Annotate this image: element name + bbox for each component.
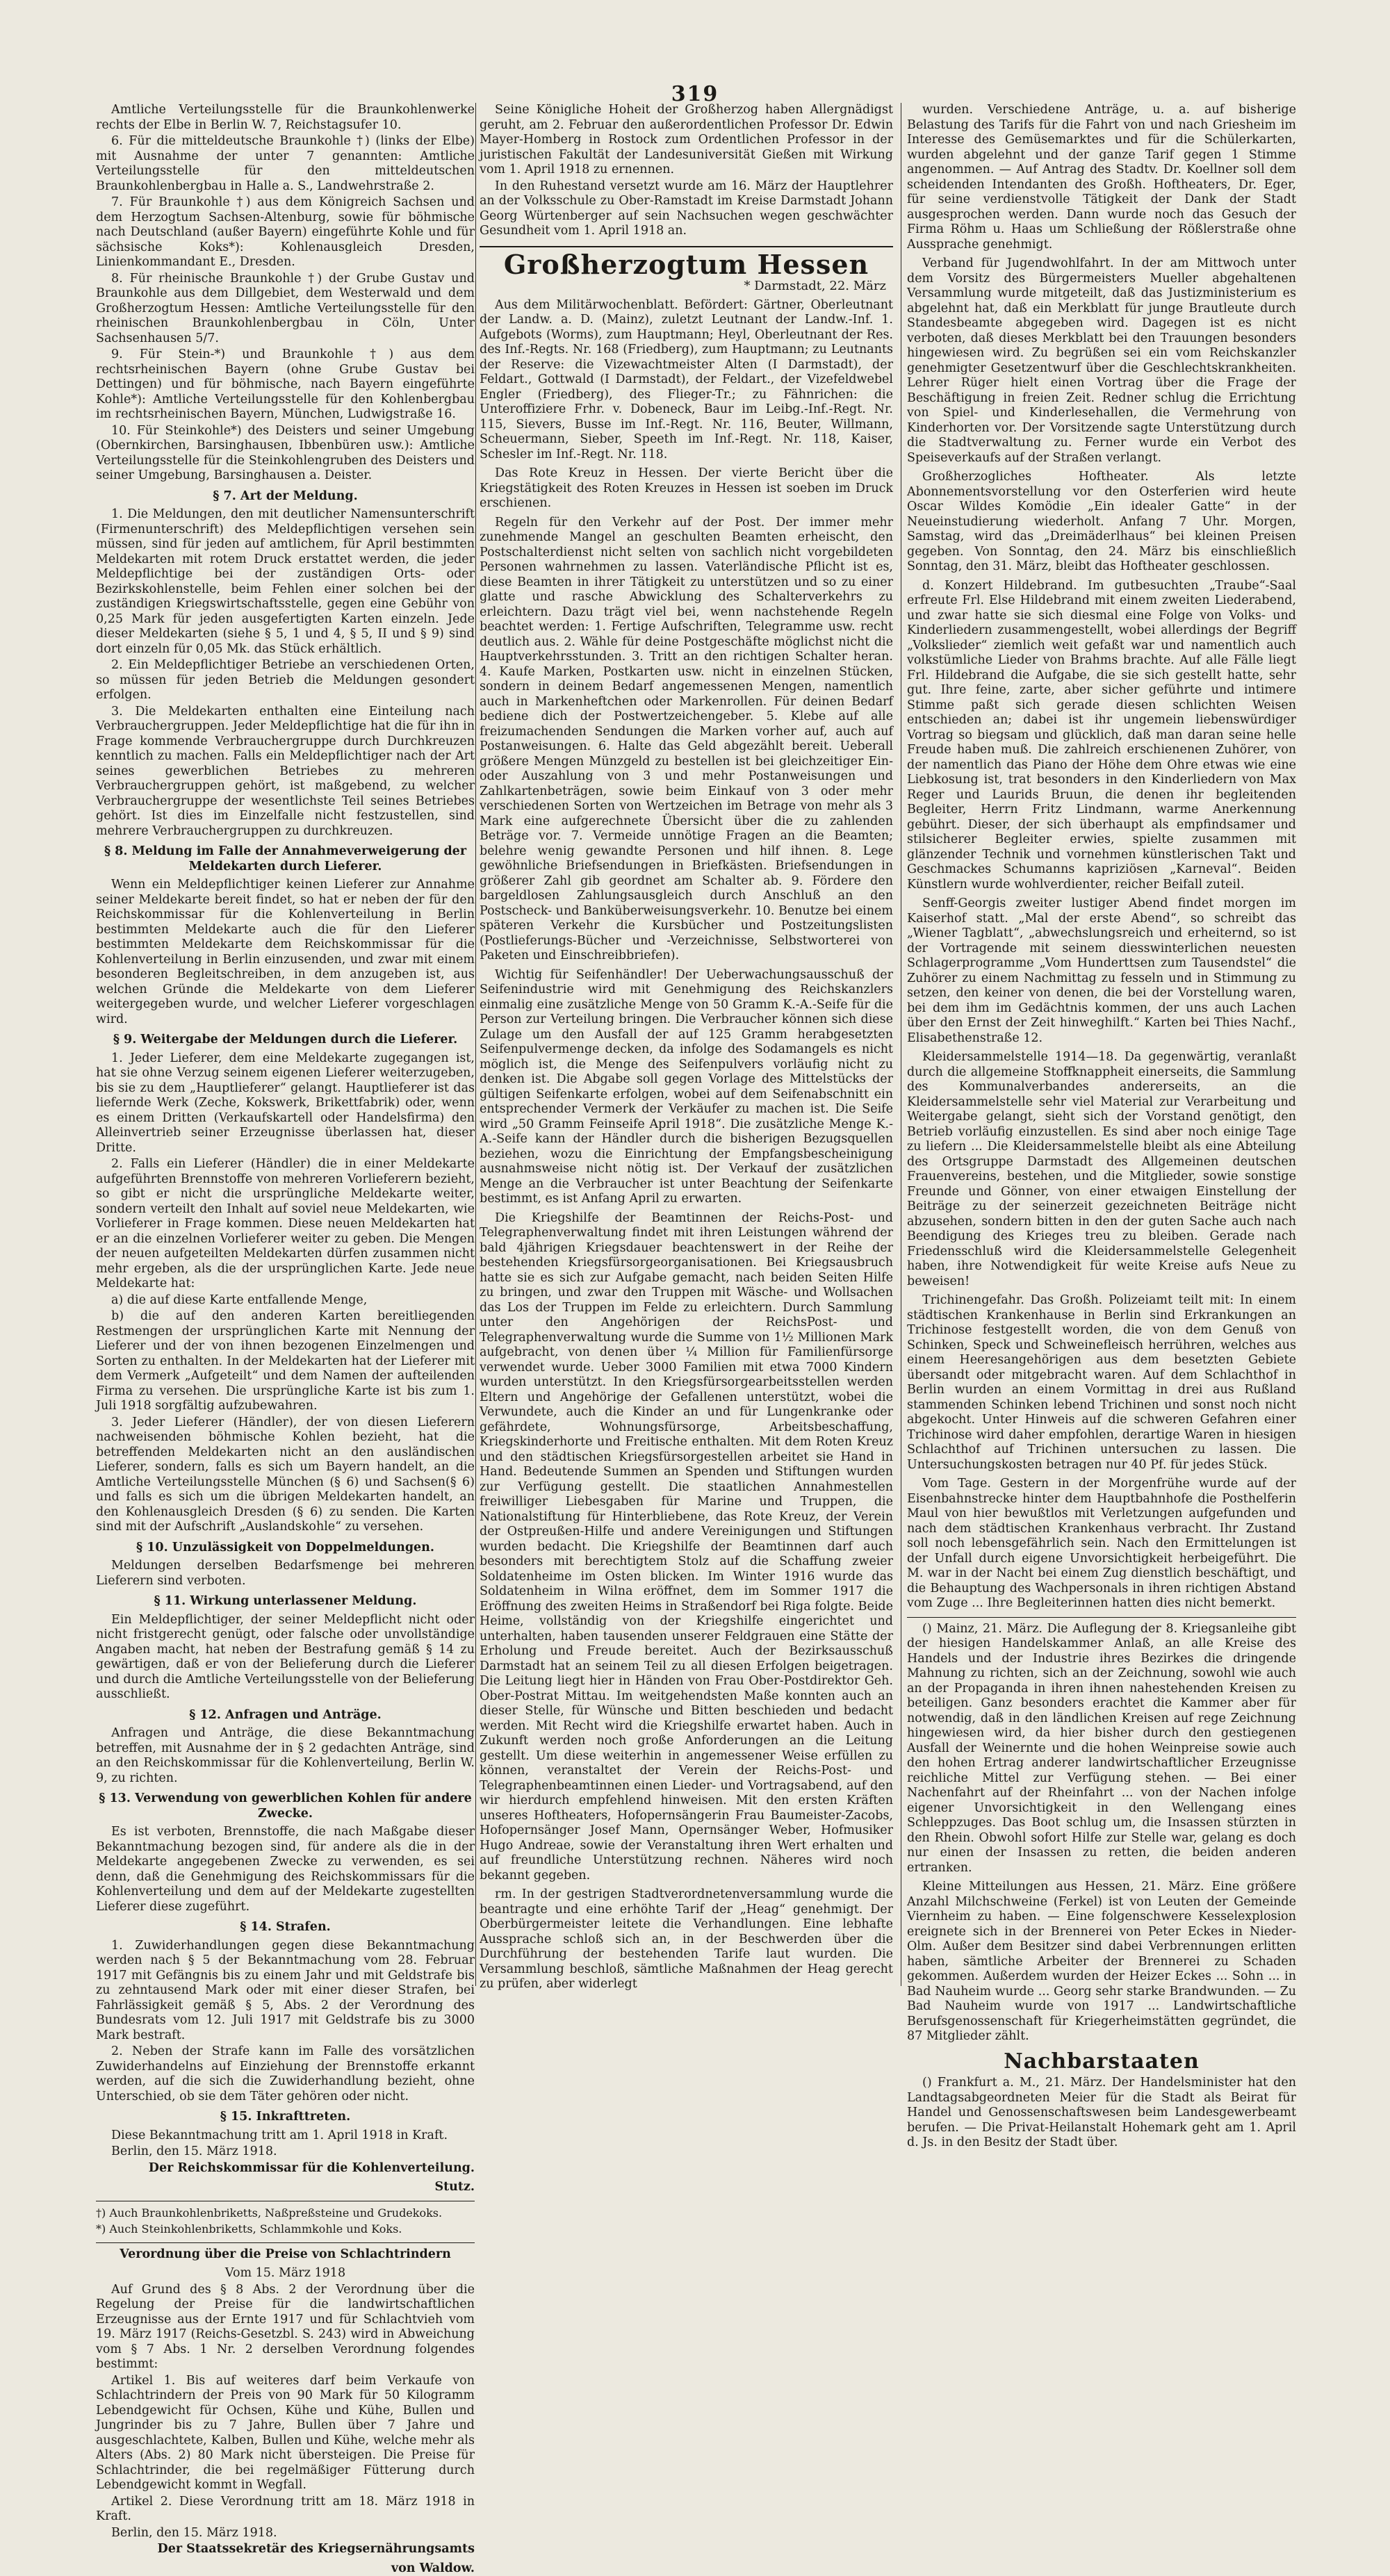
divider xyxy=(480,246,893,247)
column-left xyxy=(96,103,475,1979)
paragraph: Ein Meldepflichtiger, der seiner Meldepflicht nicht oder nicht fristgerecht genügt, oder falsche oder unvollständige Angaben macht, hat neben der Bestrafung gemäß § 14 zu gewärtigen, daß er von der Belieferung durch die Lieferer und durch die Amtliche Verteilungsstelle von der Belieferung ausschließt. xyxy=(96,1613,475,1703)
paragraph: 2. Neben der Strafe kann im Falle des vorsätzlichen Zuwiderhandelns auf Einziehung der Brennstoffe erkannt werden, auf die sich die Zuwiderhandlung bezieht, ohne Unterschied, ob sie dem Täter gehören oder nicht. xyxy=(96,2044,475,2104)
news-item: Wichtig für Seifenhändler! Der Ueberwachungsausschuß der Seifenindustrie wird mit Genehmigung des Reichskanzlers einmalig eine zusätzliche Menge von 50 Gramm K.-A.-Seife für die Person zur Verteilung bringen. Die Verbraucher können sich diese Zulage um den Ausfall der auf 125 Gramm herabgesetzten Seifenpulvermenge decken, da infolge des Sodamangels es nicht möglich ist, die Menge des Seifenpulvers vorläufig nicht zu denken ist. Die Abgabe soll gegen Vorlage des Mittelstücks der gültigen Seifenkarte erfolgen, wobei auf dem Seifenabschnitt ein entsprechender Vermerk der Verkäufer zu machen ist. Die Seife wird „50 Gramm Feinseife April 1918“. Die zusätzliche Menge K.-A.-Seife kann der Händler durch die bisherigen Bezugsquellen beziehen, wozu die Einrichtung der Empfangsbescheinigung ausnahmsweise nicht nötig ist. Der Verkauf der zusätzlichen Menge an die Verbraucher ist unter Beachtung der Seifenkarte bestimmt, es ist Anfang April zu erwarten. xyxy=(480,968,893,1207)
list-continuation: Amtliche Verteilungsstelle für die Braunkohlenwerke rechts der Elbe in Berlin W. 7, Reichstagsufer 10. xyxy=(96,103,475,133)
paragraph: 1. Jeder Lieferer, dem eine Meldekarte zugegangen ist, hat sie ohne Verzug seinem eigenen Lieferer weiterzugeben, bis sie zu dem „Hauptlieferer“ gelangt. Hauptlieferer ist das liefernde Werk (Zeche, Kokswerk, Brikettfabrik) oder, wenn es einem Dritten (Verkaufskartell oder Handelsfirma) den Alleinvertrieb seiner Erzeugnisse überlassen hat, dieser Dritte. xyxy=(96,1051,475,1156)
news-item: () Frankfurt a. M., 21. März. Der Handelsminister hat den Landtagsabgeordneten Meier für die Stadt als Beirat für Handel und Genossenschaftswesen beim Landesgewerbeamt berufen. — Die Privat-Heilanstalt Hohemark geht am 1. April d. Js. in den Besitz der Stadt über. xyxy=(907,2076,1296,2151)
signature-name: Stutz. xyxy=(96,2180,475,2195)
news-item: rm. In der gestrigen Stadtverordnetenversammlung wurde die beantragte und eine erhöhte Tarif der „Heag“ genehmigt. Der Oberbürgermeister leitete die Verhandlungen. Eine lebhafte Aussprache schloß sich an, in der Beschwerden über die Durchführung der bestehenden Tarife laut wurden. Die Versammlung beschloß, sämtliche Maßnahmen der Heag gerecht zu prüfen, aber widerlegt xyxy=(480,1887,893,1992)
section-heading: § 13. Verwendung von gewerblichen Kohlen für andere Zwecke. xyxy=(96,1791,475,1821)
list-item: 9. Für Stein-*) und Braunkohle †) aus dem rechtsrheinischen Bayern (ohne Grube Gustav bei Dettingen) und für böhmische, nach Bayern eingeführte Kohle*): Amtliche Verteilungsstelle für den Kohlenbergbau im rechtsrheinischen Bayern, München, Ludwigstraße 16. xyxy=(96,347,475,423)
signature-org: Der Reichskommissar für die Kohlenverteilung. xyxy=(96,2161,475,2176)
news-item: Trichinengefahr. Das Großh. Polizeiamt teilt mit: In einem städtischen Krankenhause in Berlin sind Erkrankungen an Trichinose festgestellt worden, die von dem Genuß von Schinken, Speck und Schweinefleisch herrühren, welches aus einem Heeresangehörigen aus dem besetzten Gebiete übersandt oder mitgebracht waren. Auf dem Schlachthof in Berlin wurden an einem Vormittag in drei aus Rußland stammenden Schinken lebend Trichinen und sonst noch nicht abgekocht. Unter Hinweis auf die schweren Gefahren einer Trichinose wird daher empfohlen, derartige Waren in hiesigen Schlachthof auf Trichinen untersuchen zu lassen. Die Untersuchungskosten betragen nur 40 Pf. für jedes Stück. xyxy=(907,1293,1296,1472)
section-heading: § 8. Meldung im Falle der Annahmeverweigerung der Meldekarten durch Lieferer. xyxy=(96,844,475,874)
news-item: wurden. Verschiedene Anträge, u. a. auf bisherige Belastung des Tarifs für die Fahrt von und nach Griesheim im Interesse des Gemüsemarktes und für die Schülerkarten, wurden abgelehnt und der ganze Tarif gegen 1 Stimme angenommen. — Auf Antrag des Stadtv. Dr. Koellner soll dem scheidenden Intendanten des Großh. Hoftheaters, Dr. Eger, für seine verdienstvolle Tätigkeit der Dank der Stadt ausgesprochen werden. Dann wurde noch das Gesuch der Firma Röhm u. Haas um Schließung der Rößlerstraße ohne Aussprache genehmigt. xyxy=(907,103,1296,252)
paragraph: Artikel 1. Bis auf weiteres darf beim Verkaufe von Schlachtrindern der Preis von 90 Mark für 50 Kilogramm Lebendgewicht für Ochsen, Kühe und Kühe, Bullen und Jungrinder bis zu 7 Jahre, Bullen über 7 Jahre und ausgeschlachtete, Kalben, Bullen und Kühe, welche mehr als Alters (Abs. 2) 80 Mark nicht übersteigen. Die Preise für Schlachtrinder, die bei regelmäßiger Fütterung durch Lebendgewicht kommt in Wegfall. xyxy=(96,2374,475,2493)
section-heading: § 7. Art der Meldung. xyxy=(96,489,475,504)
news-item: Kleine Mitteilungen aus Hessen, 21. März. Eine größere Anzahl Milchschweine (Ferkel) ist von Leuten der Gemeinde Viernheim zu haben. — Eine folgenschwere Kesselexplosion ereignete sich in der Brennerei von Peter Eckes in Nieder-Olm. Außer dem Besitzer sind dabei Verbrennungen erlitten haben, sämtliche Arbeiter der Brennerei zu Schaden gekommen. Außerdem wurden der Heizer Eckes ... Sohn ... in Bad Nauheim wurde ... Georg sehr starke Brandwunden. — Zu Bad Nauheim wurde von 1917 ... Landwirtschaftliche Berufsgenossenschaft für Kriegerheimstätten gegründet, die 87 Mitglieder zählt. xyxy=(907,1880,1296,2044)
divider xyxy=(907,1617,1296,1618)
section-title: Nachbarstaaten xyxy=(907,2054,1296,2069)
news-item: Verband für Jugendwohlfahrt. In der am Mittwoch unter dem Vorsitz des Bürgermeisters Mueller abgehaltenen Versammlung wurde mitgeteilt, daß das Justizministerium es abgelehnt hat, daß ein Merkblatt für junge Brautleute durch Standesbeamte abgegeben wird. Dagegen ist es nicht verboten, daß dieses Merkblatt bei den Trauungen besonders hingewiesen wird. Zu begrüßen sei ein vom Reichskanzler genehmigter Gesetzentwurf über die Geschlechtskrankheiten. Lehrer Rüger hielt einen Vortrag über die Frage der Beschäftigung in freien Zeit. Redner schlug die Errichtung von Spiel- und Kinderlesehallen, die Vermehrung von Kinderhorten vor. Der Vorsitzende sagte Unterstützung durch die Stadtverwaltung zu. Ferner wurde ein Verbot des Speiseverkaufs auf der Straßen verlangt. xyxy=(907,256,1296,466)
paragraph: Es ist verboten, Brennstoffe, die nach Maßgabe dieser Bekanntmachung bezogen sind, für andere als die in der Meldekarte angegebenen Zwecke zu verwenden, es sei denn, daß die Genehmigung des Reichskommissars für die Kohlenverteilung und dem auf der Meldekarte zugestellten Lieferer diese zugeführt. xyxy=(96,1825,475,1914)
news-item: Vom Tage. Gestern in der Morgenfrühe wurde auf der Eisenbahnstrecke hinter dem Hauptbahnhofe die Posthelferin Maul von hier bewußtlos mit Verletzungen aufgefunden und nach dem städtischen Krankenhaus verbracht. Ihr Zustand soll noch lebensgefährlich sein. Nach den Ermittelungen ist der Unfall durch eigene Unvorsichtigkeit herbeigeführt. Die M. war in der Nacht bei einem Zug dienstlich beschäftigt, und die Behauptung des Wachpersonals in ihren richtigen Abstand vom Zuge ... Ihre Begleiterinnen hatten dies nicht bemerkt. xyxy=(907,1477,1296,1611)
news-item: Regeln für den Verkehr auf der Post. Der immer mehr zunehmende Mangel an geschulten Beamten erheischt, den Postschalterdienst nicht selten von sachlich nicht vorgebildeten Personen wahrnehmen zu lassen. Vaterländische Pflicht ist es, diese Beamten in ihrer Tätigkeit zu unterstützen und so zu einer glatte und rasche Abwicklung des Schalterverkehrs zu erleichtern. Dazu trägt viel bei, wenn nachstehende Regeln beachtet werden: 1. Fertige Aufschriften, Telegramme usw. recht deutlich aus. 2. Wähle für deine Postgeschäfte möglichst nicht die Hauptverkehrsstunden. 3. Tritt an den richtigen Schalter heran. 4. Kaufe Marken, Postkarten usw. nicht in einzelnen Stücken, sondern in deinem Bedarf angemessenen Mengen, namentlich auch in Markenheftchen oder Markenrollen. Für deinen Bedarf bediene dich der Postwertzeichengeber. 5. Klebe auf alle freizumachenden Sendungen die Marken vorher auf, auch auf Postanweisungen. 6. Halte das Geld abgezählt bereit. Ueberall größere Mengen Münzgeld zu bestellen ist bei gleichzeitiger Ein- oder Auszahlung von 3 und mehr Postanweisungen und Zahlkartenbeträgen, sowie beim Einkauf von 3 oder mehr verschiedenen Sorten von Wertzeichen im Betrage von mehr als 3 Mark eine aufgerechnete Übersicht über die zu zahlenden Beträge vor. 7. Vermeide unnötige Fragen an die Beamten; belehre wenig gewandte Personen und hilf ihnen. 8. Lege gewöhnliche Briefsendungen in Briefkästen. Briefsendungen in größerer Zahl gib geordnet am Schalter ab. 9. Fördere den bargeldlosen Zahlungsausgleich durch Anschluß an den Postscheck- und Banküberweisungsverkehr. 10. Benutze bei einem späteren Verkehr die Kursbücher und Postzeitungslisten (Postlieferungs-Bücher und -Verzeichnisse, Selbstworterei von Paketen und Einschreibbriefen). xyxy=(480,516,893,964)
column-right xyxy=(907,103,1296,1979)
column-divider-left xyxy=(475,103,476,1986)
column-middle xyxy=(480,103,893,1979)
paragraph: Berlin, den 15. März 1918. xyxy=(96,2144,475,2160)
paragraph: 2. Falls ein Lieferer (Händler) die in einer Meldekarte aufgeführten Brennstoffe von mehreren Vorlieferern bezieht, so gibt er nicht die ursprüngliche Meldekarte weiter, sondern verteilt den Inhalt auf soviel neue Meldekarten, wie Vorlieferer in Frage kommen. Diese neuen Meldekarten hat er an die einzelnen Vorlieferer weiter zu geben. Die Mengen der neuen aufgeteilten Meldekarten dürfen zusammen nicht mehr ergeben, als die der ursprünglichen Karte. Jede neue Meldekarte hat: xyxy=(96,1157,475,1292)
news-item: Aus dem Militärwochenblatt. Befördert: Gärtner, Oberleutnant der Landw. a. D. (Mainz), zuletzt Leutnant der Landw.-Inf. 1. Aufgebots (Worms), zum Hauptmann; Heyl, Oberleutnant der Res. des Inf.-Regts. Nr. 168 (Friedberg), zum Hauptmann; zu Leutnants der Reserve: die Vizewachtmeister Alten (I Darmstadt), der Feldart., Gottwald (I Darmstadt), der Feldart., der Vizefeldwebel Engler (Friedberg), des Flieger-Tr.; zu Fähnrichen: die Unteroffiziere Frhr. v. Dobeneck, Baur im Leibg.-Inf.-Regt. Nr. 115, Sievers, Busse im Inf.-Regt. Nr. 116, Beuter, Willmann, Scheuermann, Sieber, Speeth im Inf.-Regt. Nr. 118, Kaiser, Schesler im Inf.-Regt. Nr. 118. xyxy=(480,298,893,463)
news-item: Die Kriegshilfe der Beamtinnen der Reichs-Post- und Telegraphenverwaltung findet mit ihren Leistungen während der bald 4jährigen Kriegsdauer beachtenswert in der Reihe der bestehenden Kriegsfürsorgeorganisationen. Bei Kriegsausbruch hatte sie es sich zur Aufgabe gemacht, nach beiden Seiten Hilfe zu bringen, und zwar den Truppen mit Wäsche- und Wollsachen das Los der Truppen im Felde zu erleichtern. Durch Sammlung unter den Angehörigen der ReichsPost- und Telegraphenverwaltung wurde die Summe von 1½ Millionen Mark aufgebracht, von denen über ¼ Million für Familienfürsorge verwendet wurde. Ueber 3000 Familien mit etwa 7000 Kindern wurden unterstützt. In den Kriegsfürsorgearbeitsstellen werden Eltern und Angehörige der Gefallenen unterstützt, wobei die Verwundete, auch die Kinder an und für Lungenkranke oder gefährdete, Wohnungsfürsorge, Arbeitsbeschaffung, Kriegskinderhorte und Freitische enthalten. Mit dem Roten Kreuz und den städtischen Kriegsfürsorgestellen arbeitet sie Hand in Hand. Bedeutende Summen an Spenden und Stiftungen wurden zur Verfügung gestellt. Die staatlichen Annahmestellen freiwilliger Liebesgaben für Marine und Truppen, die Nationalstiftung für Hinterbliebene, das Rote Kreuz, der Verein der Ostpreußen-Hilfe und andere Vereinigungen und Stiftungen wurden bedacht. Die Kriegshilfe der Beamtinnen darf auch besonders mit berechtigtem Stolz auf die Schaffung zweier Soldatenheime im Osten blicken. Im Winter 1916 wurde das Soldatenheim in Wilna eröffnet, dem im Sommer 1917 die Eröffnung des zweiten Heims in Straßendorf bei Riga folgte. Beide Heime, vollständig von der Kriegshilfe eingerichtet und unterhalten, haben tausenden unserer Feldgrauen eine Stätte der Erholung und Freude bereitet. Auch der Bezirksausschuß Darmstadt hat an seinem Teil zu all diesen Erfolgen beigetragen. Die Leitung liegt hier in Händen von Frau Ober-Postdirektor Geh. Ober-Postrat Mittau. Im weitgehendsten Maße konnten auch an dieser Stelle, für Wünsche und Bitten beschieden und bedacht werden. Mit Recht wird die Kriegshilfe erwartet haben. Auch in Zukunft werden noch große Anforderungen an die Leitung gestellt. Um diese weiterhin in angemessener Weise erfüllen zu können, veranstaltet der Verein der Reichs-Post- und Telegraphenbeamtinnen einen Lieder- und Vortragsabend, auf den wir hierdurch empfehlend hinweisen. Mit den ersten Kräften unseres Hoftheaters, Hofopernsängerin Frau Baumeister-Zacobs, Hofopernsänger Josef Mann, Opernsänger Weber, Hofmusiker Hugo Andreae, sowie der Veranstaltung ihren Wert erhalten und auf freundliche Unterstützung rechnen. Näheres wird noch bekannt gegeben. xyxy=(480,1211,893,1884)
paragraph: 3. Die Meldekarten enthalten eine Einteilung nach Verbrauchergruppen. Jeder Meldepflichtige hat die für ihn in Frage kommende Verbrauchergruppe durch Durchkreuzen kenntlich zu machen. Falls ein Meldepflichtiger nach der Art seines gewerblichen Betriebes zu mehreren Verbrauchergruppen gehört, ist maßgebend, zu welcher Verbrauchergruppe der wesentlichste Teil seines Betriebes gehört. Ist dies im Einzelfalle nicht festzustellen, sind mehrere Verbrauchergruppen zu durchkreuzen. xyxy=(96,705,475,839)
paragraph: Berlin, den 15. März 1918. xyxy=(96,2526,475,2541)
section-heading: § 9. Weitergabe der Meldungen durch die Lieferer. xyxy=(96,1033,475,1048)
footnotes xyxy=(96,2206,475,2237)
divider xyxy=(96,2242,475,2243)
section-heading: § 15. Inkrafttreten. xyxy=(96,2110,475,2125)
section-heading: § 12. Anfragen und Anträge. xyxy=(96,1708,475,1723)
paragraph: 1. Die Meldungen, den mit deutlicher Namensunterschrift (Firmenunterschrift) des Meldepflichtigen versehen sein müssen, sind für jeden auf amtlichem, für April bestimmten Meldekarten mit rotem Druck erstattet werden, die jeder Meldepflichtige bei der zuständigen Orts- oder Bezirkskohlenstelle, beim Fehlen einer solchen bei der zuständigen Kriegswirtschaftsstelle, gegen eine Gebühr von 0,25 Mark für jeden ausgefertigten Karten einzeln. Jede dieser Meldekarten (siehe § 5, 1 und 4, § 5, II und § 9) sind dort einzeln für 0,05 Mk. das Stück erhältlich. xyxy=(96,507,475,657)
ordinance-title: Verordnung über die Preise von Schlachtrindern xyxy=(96,2247,475,2263)
page-number: 319 xyxy=(0,82,1390,106)
list-item: 6. Für die mitteldeutsche Braunkohle †) (links der Elbe) mit Ausnahme der unter 7 genannten: Amtliche Verteilungsstelle für den mitteldeutschen Braunkohlenbergbau in Halle a. S., Landwehrstraße 2. xyxy=(96,134,475,194)
ordinance-date: Vom 15. März 1918 xyxy=(96,2266,475,2281)
section-heading: § 14. Strafen. xyxy=(96,1920,475,1935)
news-item: Großherzogliches Hoftheater. Als letzte Abonnementsvorstellung vor den Osterferien wird heute Oscar Wildes Komödie „Ein idealer Gatte“ in der Neueinstudierung wiederholt. Anfang 7 Uhr. Morgen, Samstag, wird das „Dreimäderlhaus“ bei kleinen Preisen gegeben. Von Sonntag, den 24. März bis einschließlich Sonntag, den 31. März, bleibt das Hoftheater geschlossen. xyxy=(907,470,1296,575)
list-item: 7. Für Braunkohle †) aus dem Königreich Sachsen und dem Herzogtum Sachsen-Altenburg, sowie für böhmische nach Deutschland (außer Bayern) eingeführte Kohle und für sächsische Koks*): Kohlenausgleich Dresden, Linienkommandant E., Dresden. xyxy=(96,195,475,270)
section-heading: § 11. Wirkung unterlassener Meldung. xyxy=(96,1594,475,1609)
signature-org: Der Staatssekretär des Kriegsernährungsamts xyxy=(96,2542,475,2557)
paragraph: Wenn ein Meldepflichtiger keinen Lieferer zur Annahme seiner Meldekarte bereit findet, so hat er neben der für den Reichskommissar für die Kohlenverteilung in Berlin bestimmten Meldekarte auch die für den Lieferer bestimmten Meldekarte dem Reichskommissar für die Kohlenverteilung in Berlin einzusenden, und zwar mit einem besonderen Begleitschreiben, in dem anzugeben ist, aus welchen Gründe die Meldekarte von dem Lieferer weitergegeben wurde, und welcher Lieferer vorgeschlagen wird. xyxy=(96,878,475,1027)
paragraph: Diese Bekanntmachung tritt am 1. April 1918 in Kraft. xyxy=(96,2128,475,2144)
paragraph: Anfragen und Anträge, die diese Bekanntmachung betreffen, mit Ausnahme der in § 2 gedachten Anträge, sind an den Reichskommissar für die Kohlenverteilung, Berlin W. 9, zu richten. xyxy=(96,1726,475,1786)
paragraph: Auf Grund des § 8 Abs. 2 der Verordnung über die Regelung der Preise für die landwirtschaftlichen Erzeugnisse aus der Ernte 1917 und für Schlachtvieh vom 19. März 1917 (Reichs-Gesetzbl. S. 243) wird in Abweichung vom § 7 Abs. 1 Nr. 2 derselben Verordnung folgendes bestimmt: xyxy=(96,2283,475,2372)
footnote: *) Auch Steinkohlenbriketts, Schlammkohle und Koks. xyxy=(96,2222,475,2237)
news-item: d. Konzert Hildebrand. Im gutbesuchten „Traube“-Saal erfreute Frl. Else Hildebrand mit einem zweiten Liederabend, und zwar hatte sie sich diesmal eine Folge von Volks- und Kinderliedern zusammengestellt, wobei allerdings der Begriff „Volkslieder“ ziemlich weit gefaßt war und namentlich auch volkstümliche Lieder von Brahms brachte. Auf alle Fälle liegt Frl. Hildebrand die Aufgabe, die sie sich gestellt hatte, sehr gut. Ihre feine, zarte, aber sicher geführte und intimere Stimme paßt sich gerade diesen schlichten Weisen entschieden an; dabei ist ihr ungemein liebenswürdiger Vortrag so biegsam und glücklich, daß man daran seine helle Freude haben muß. Die zahlreich erschienenen Zuhörer, von der namentlich das Piano der Höhe dem Ohre etwas wie eine Liebkosung ist, trat besonders in den Kinderliedern von Max Reger und Laurids Bruun, die denen ihr begleitenden Begleiter, Herrn Fritz Lindmann, warme Anerkennung gebührt. Dieser, der sich überhaupt als empfindsamer und stilsicherer Begleiter erwies, spielte zusammen mit glänzender Technik und vornehmen künstlerischen Takt und Geschmackes Schumanns kapriziösen „Karneval“. Beiden Künstlern wurde wohlverdienter, reicher Beifall zuteil. xyxy=(907,579,1296,893)
news-item: () Mainz, 21. März. Die Auflegung der 8. Kriegsanleihe gibt der hiesigen Handelskammer Anlaß, an alle Kreise des Handels und der Industrie ihres Bezirkes die dringende Mahnung zu richten, sich an der Zeichnung, sowohl wie auch an der Propaganda in ihren ihnen nahestehenden Kreisen zu beteiligen. Ganz besonders erachtet die Kammer aber für notwendig, daß in den ländlichen Kreisen auf rege Zeichnung hingewiesen wird, da hier bisher durch den gestiegenen Ausfall der Weinernte und die hohen Weinpreise sowie auch den hohen Ertrag anderer landwirtschaftlicher Erzeugnisse reichliche Mittel zur Verfügung stehen. — Bei einer Nachenfahrt auf der Rheinfahrt ... von der Nachen infolge eigener Unvorsichtigkeit in den Wellengang eines Schleppzuges. Das Boot schlug um, die Insassen stürzten in den Rhein. Obwohl sofort Hilfe zur Stelle war, gelang es doch nur einen der Insassen zu retten, die beiden anderen ertranken. xyxy=(907,1622,1296,1876)
paragraph: In den Ruhestand versetzt wurde am 16. März der Hauptlehrer an der Volksschule zu Ober-Ramstadt im Kreise Darmstadt Johann Georg Würtenberger auf sein Nachsuchen wegen geschwächter Gesundheit vom 1. April 1918 an. xyxy=(480,179,893,239)
list-item: 10. Für Steinkohle*) des Deisters und seiner Umgebung (Obernkirchen, Barsinghausen, Ibbenbüren usw.): Amtliche Verteilungsstelle für die Steinkohlengruben des Deisters und seiner Umgebung, Barsinghausen a. Deister. xyxy=(96,424,475,484)
paragraph: a) die auf diese Karte entfallende Menge, xyxy=(96,1293,475,1308)
news-item: Das Rote Kreuz in Hessen. Der vierte Bericht über die Kriegstätigkeit des Roten Kreuzes in Hessen ist soeben im Druck erschienen. xyxy=(480,466,893,511)
paragraph: Seine Königliche Hoheit der Großherzog haben Allergnädigst geruht, am 2. Februar den außerordentlichen Professor Dr. Edwin Mayer-Homberg in Rostock zum Ordentlichen Professor in der juristischen Fakultät der Landesuniversität Gießen mit Wirkung vom 1. April 1918 zu ernennen. xyxy=(480,103,893,178)
dateline: * Darmstadt, 22. März xyxy=(480,279,886,294)
paragraph: 1. Zuwiderhandlungen gegen diese Bekanntmachung werden nach § 5 der Bekanntmachung vom 28. Februar 1917 mit Gefängnis bis zu einem Jahr und mit Geldstrafe bis zu zehntausend Mark oder mit einer dieser Strafen, bei Fahrlässigkeit gemäß § 5, Abs. 2 der Verordnung des Bundesrats vom 12. Juli 1917 mit Geldstrafe bis zu 3000 Mark bestraft. xyxy=(96,1939,475,2044)
paragraph: b) die auf den anderen Karten bereitliegenden Restmengen der ursprünglichen Karte mit Nennung der Lieferer und der von ihnen bezogenen Einzelmengen und Sorten zu enthalten. In der Meldekarten hat der Lieferer mit dem Vermerk „Aufgeteilt“ und dem Namen der aufteilenden Firma zu versehen. Die ursprüngliche Karte ist bis zum 1. Juli 1918 sorgfältig aufzubewahren. xyxy=(96,1309,475,1414)
paragraph: 2. Ein Meldepflichtiger Betriebe an verschiedenen Orten, so müssen für jeden Betrieb die Meldungen gesondert erfolgen. xyxy=(96,658,475,703)
list-item: 8. Für rheinische Braunkohle †) der Grube Gustav und Braunkohle aus dem Dillgebiet, dem Westerwald und dem Großherzogtum Hessen: Amtliche Verteilungsstelle für den rheinischen Braunkohlenbergbau in Cöln, Unter Sachsenhausen 5/7. xyxy=(96,272,475,347)
section-title: Großherzogtum Hessen xyxy=(480,257,893,272)
paragraph: 3. Jeder Lieferer (Händler), der von diesen Lieferern nachweisenden böhmische Kohlen bezieht, hat die betreffenden Meldekarten nicht an den ausländischen Lieferer, sondern, falls es sich um Bayern handelt, an die Amtliche Verteilungsstelle München (§ 6) und Sachsen(§ 6) und falls es sich um die übrigen Meldekarten handelt, an den Kohlenausgleich Dresden (§ 6) zu senden. Die Karten sind mit der Aufschrift „Auslandskohle“ zu versehen. xyxy=(96,1416,475,1535)
news-item: Kleidersammelstelle 1914—18. Da gegenwärtig, veranlaßt durch die allgemeine Stoffknappheit einerseits, die Sammlung des Kommunalverbandes andererseits, an die Kleidersammelstelle sehr viel Material zur Verarbeitung und Weitergabe gelangt, sieht sich der Vorstand genötigt, den Betrieb vorläufig einzustellen. Es sind aber noch einige Tage zu liefern ... Die Kleidersammelstelle bleibt als eine Abteilung des Ortsgruppe Darmstadt des Allgemeinen deutschen Frauenvereins, bestehen, und die Mitglieder, sowie sonstige Freunde und Gönner, von einer etwaigen Einstellung der Beiträge zu der seinerzeit gezeichneten Beiträge nicht abzusehen, sondern bitten in den der guten Sache auch nach Beendigung des Krieges treu zu bleiben. Gerade nach Friedensschluß wird die Kleidersammelstelle Gelegenheit haben, ihre Notwendigkeit für weite Kreise aufs Neue zu beweisen! xyxy=(907,1050,1296,1289)
footnote: †) Auch Braunkohlenbriketts, Naßpreßsteine und Grudekoks. xyxy=(96,2206,475,2221)
paragraph: Meldungen derselben Bedarfsmenge bei mehreren Lieferern sind verboten. xyxy=(96,1559,475,1589)
section-heading: § 10. Unzulässigkeit von Doppelmeldungen. xyxy=(96,1541,475,1556)
paragraph: Artikel 2. Diese Verordnung tritt am 18. März 1918 in Kraft. xyxy=(96,2495,475,2525)
news-item: Senff-Georgis zweiter lustiger Abend findet morgen im Kaiserhof statt. „Mal der erste Abend“, so schreibt das „Wiener Tagblatt“, „abwechslungsreich und erheiternd, so ist der Vortragende mit seinem diesswinterlichen neuesten Schlagerprogramme „Vom Hunderttsen zum Tausendstel“ die Zuhörer zu einem Nachmittag zu fesseln und in Stimmung zu setzen, den keiner von denen, die bei der Vorstellung waren, bei dem ihm im Gedächtnis kommen, der uns auch Lachen über den Ernst der Zeit hinweghilft.“ Karten bei Thies Nachf., Elisabethenstraße 12. xyxy=(907,896,1296,1046)
signature-name: von Waldow. xyxy=(96,2561,475,2576)
